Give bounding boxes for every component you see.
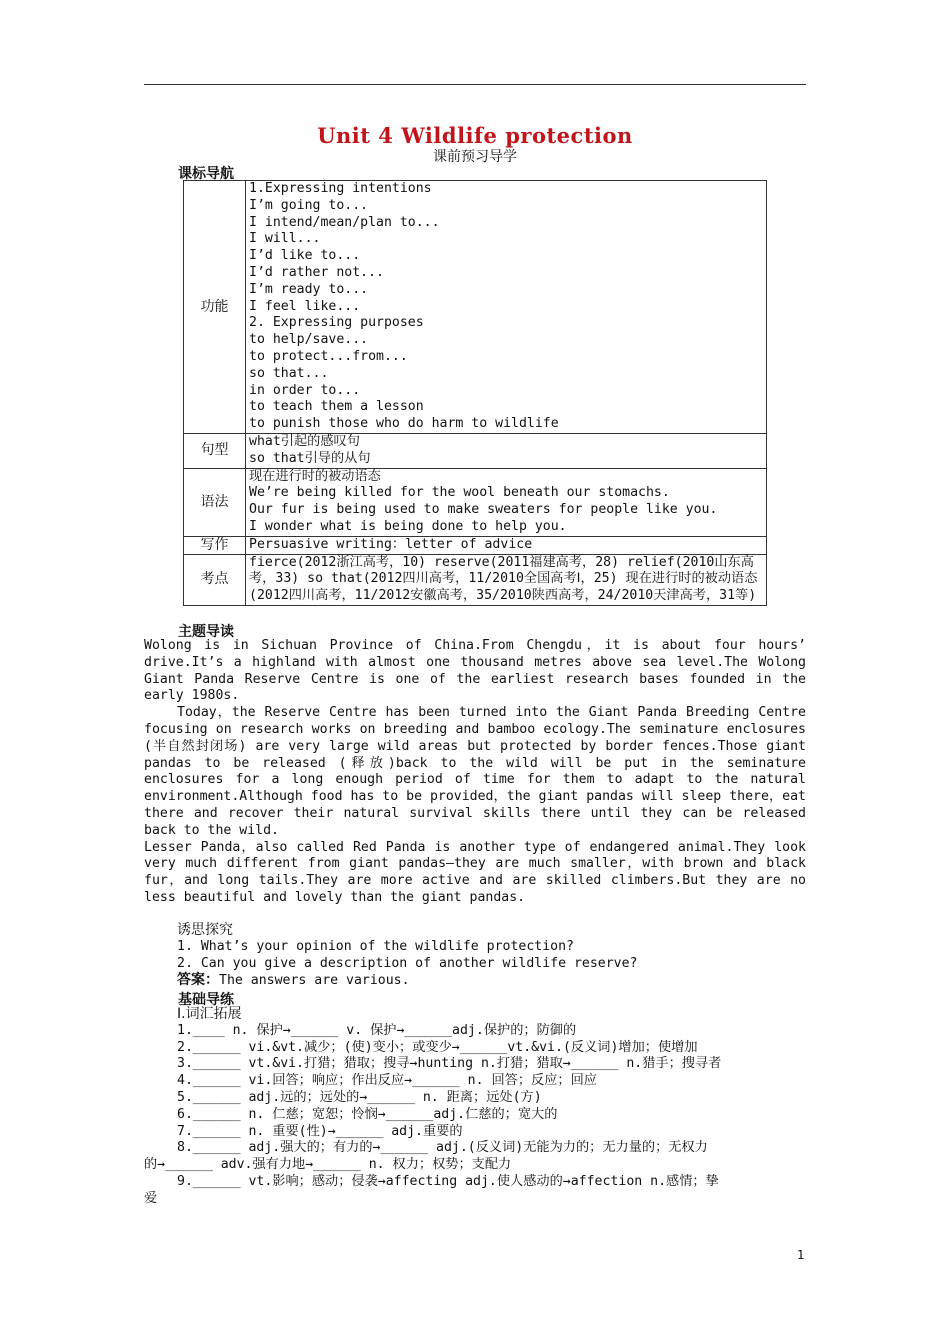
vocab-section: [144, 1006, 806, 1208]
table-line: 2. Expressing purposes: [249, 315, 424, 331]
section-basic-heading: 基础导练: [178, 992, 234, 1008]
table-line: so that...: [249, 365, 329, 381]
table-line: to protect...from...: [249, 348, 408, 364]
think-section: [144, 922, 806, 990]
table-row: [184, 433, 767, 468]
table-row: [184, 536, 767, 554]
vocab-item: 3.______ vt.&vi.打猎；猎取；搜寻→hunting n.打猎；猎取→______ n.猎手；搜寻者: [177, 1056, 722, 1072]
row-key-sentence: 句型: [184, 433, 246, 468]
table-line: Our fur is being used to make sweaters for people like you.: [249, 502, 718, 518]
table-line: I’d like to...: [249, 248, 361, 264]
think-question-1: 1. What’s your opinion of the wildlife protection?: [177, 938, 574, 954]
row-key-exam-points: 考点: [184, 554, 246, 605]
table-row: [184, 468, 767, 536]
table-line: I’m going to...: [249, 197, 369, 213]
table-line: I wonder what is being done to help you.: [249, 518, 567, 534]
vocab-item: 6.______ n. 仁慈；宽恕；怜悯→______adj.仁慈的；宽大的: [177, 1106, 558, 1122]
table-line: I feel like...: [249, 298, 361, 314]
row-key-function: 功能: [184, 181, 246, 434]
table-line: to help/save...: [249, 332, 369, 348]
unit-subtitle: 课前预习导学: [433, 149, 517, 165]
row-key-writing: 写作: [184, 536, 246, 554]
table-row: [184, 181, 767, 434]
table-line: to teach them a lesson: [249, 399, 424, 415]
think-answer: [144, 972, 806, 990]
vocab-item-continued: 的→______ adv.强有力地→______ n. 权力；权势；支配力: [144, 1157, 512, 1173]
header-rule: [144, 84, 806, 85]
answer-text: The answers are various.: [219, 973, 410, 989]
table-line: I’d rather not...: [249, 264, 384, 280]
table-line: so that引导的从句: [249, 450, 371, 466]
table-line: in order to...: [249, 382, 361, 398]
row-content-writing: [246, 536, 767, 554]
row-content-function: [246, 181, 767, 434]
table-line: 1.Expressing intentions: [249, 181, 432, 196]
vocab-item: 9.______ vt.影响；感动；侵袭→affecting adj.使人感动的→affection n.感情；挚: [177, 1173, 719, 1189]
row-content-grammar: [246, 468, 767, 536]
vocab-heading: Ⅰ.词汇拓展: [177, 1006, 242, 1022]
table-row: [184, 554, 767, 605]
table-line: I’m ready to...: [249, 281, 369, 297]
curriculum-nav-table: [183, 180, 767, 606]
vocab-item: 7.______ n. 重要(性)→______ adj.重要的: [177, 1123, 463, 1139]
table-line: We’re being killed for the wool beneath our stomachs.: [249, 485, 670, 501]
row-key-grammar: 语法: [184, 468, 246, 536]
exam-points-text: fierce(2012浙江高考，10) reserve(2011福建高考，28) relief(2010山东高考，33) so that(2012四川高考，11/2010全国高考Ⅰ，25) 现在进行时的被动语态(2012四川高考，11/2012安徽高考，35/2010陕西高考，24/2010天津高考，31等): [249, 554, 758, 604]
think-heading: 诱思探究: [177, 922, 233, 938]
answer-label: 答案：: [177, 972, 219, 989]
reading-paragraph: Today，the Reserve Centre has been turned into the Giant Panda Breeding Centre focusing on research works on breeding and bamboo ecology.The seminature enclosures (半自然封闭场) are very large wild areas but protected by border fences.Those giant pandas to be released (释放)back to the wild will be put in the seminature enclosures for a long enough period of time for them to adapt to the natural environment.Although food has to be provided，the giant pandas will sleep there，eat there and recover their natural survival skills there until they can be released back to the wild.: [144, 705, 806, 838]
row-content-exam-points: [246, 554, 767, 605]
think-question-2: 2. Can you give a description of another wildlife reserve?: [177, 955, 638, 971]
vocab-item: 1.____ n. 保护→______ v. 保护→______adj.保护的；防御的: [177, 1022, 577, 1038]
vocab-item: 5.______ adj.远的；远处的→______ n. 距离；远处(方): [177, 1089, 542, 1105]
table-line: what引起的感叹句: [249, 433, 360, 449]
vocab-item: 4.______ vi.回答；响应；作出反应→______ n. 回答；反应；回应: [177, 1073, 597, 1089]
vocab-item: 8.______ adj.强大的；有力的→______ adj.(反义词)无能为力的；无力量的；无权力: [177, 1140, 708, 1156]
row-content-sentence: [246, 433, 767, 468]
page-number: 1: [797, 1248, 805, 1262]
section-theme-heading: 主题导读: [178, 624, 234, 640]
vocab-item: 2.______ vi.&vt.减少；(使)变小；或变少→______vt.&vi.(反义词)增加；使增加: [177, 1039, 698, 1055]
table-line: Persuasive writing：letter of advice: [249, 536, 533, 552]
reading-passage: [144, 638, 806, 907]
table-line: I will...: [249, 231, 321, 247]
table-line: I intend/mean/plan to...: [249, 214, 440, 230]
unit-title: Unit 4 Wildlife protection: [317, 123, 633, 148]
reading-paragraph: Lesser Panda，also called Red Panda is another type of endangered animal.They look very much different from giant pandas—they are much smaller，with brown and black fur，and long tails.They are more active and are skilled climbers.But they are no less beautiful and lovely than the giant pandas.: [144, 839, 806, 905]
section-nav-heading: 课标导航: [178, 166, 234, 182]
vocab-item-continued: 爱: [144, 1190, 158, 1206]
table-line: to punish those who do harm to wildlife: [249, 416, 559, 432]
table-line: 现在进行时的被动语态: [249, 468, 381, 484]
reading-paragraph: Wolong is in Sichuan Province of China.From Chengdu，it is about four hours’ drive.It’s a highland with almost one thousand metres above sea level.The Wolong Giant Panda Reserve Centre is one of the earliest research bases founded in the early 1980s.: [144, 638, 806, 704]
